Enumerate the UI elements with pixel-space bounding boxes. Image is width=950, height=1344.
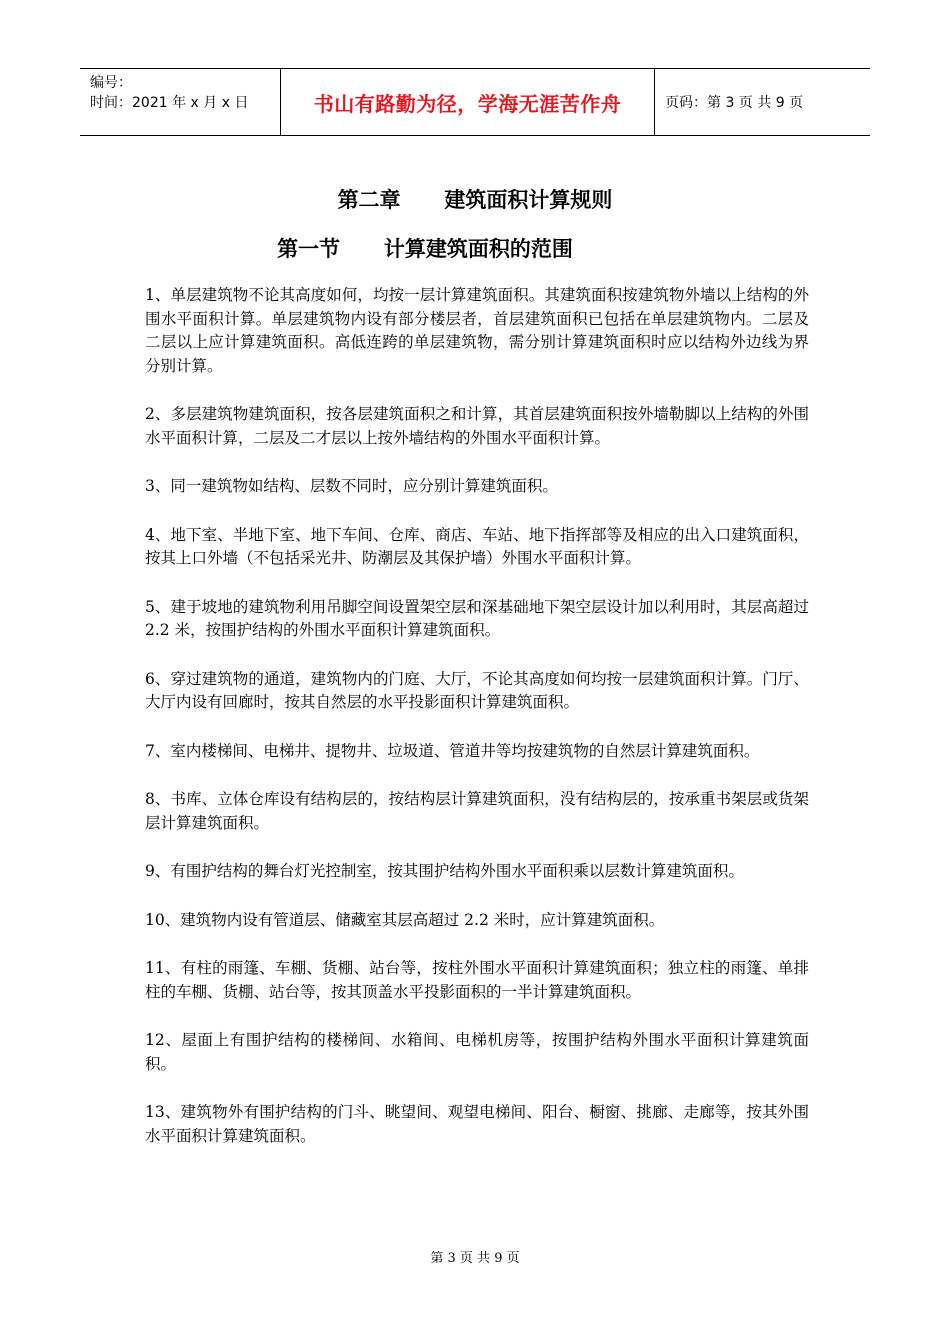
chapter-title: 第二章 建筑面积计算规则 <box>337 188 613 212</box>
paragraph-12: 12、屋面上有围护结构的楼梯间、水箱间、电梯机房等，按围护结构外围水平面积计算建筑面积。 <box>145 1031 809 1073</box>
paragraph-2: 2、多层建筑物建筑面积，按各层建筑面积之和计算，其首层建筑面积按外墙勒脚以上结构的外围水平面积计算，二层及二才层以上按外墙结构的外围水平面积计算。 <box>145 405 809 447</box>
paragraph-11: 11、有柱的雨篷、车棚、货棚、站台等，按柱外围水平面积计算建筑面积；独立柱的雨篷、单排柱的车棚、货棚、站台等，按其顶盖水平投影面积的一半计算建筑面积。 <box>145 959 809 1001</box>
paragraph-4: 4、地下室、半地下室、地下车间、仓库、商店、车站、地下指挥部等及相应的出入口建筑面积，按其上口外墙（不包括采光井、防潮层及其保护墙）外围水平面积计算。 <box>145 525 809 567</box>
page-header <box>80 68 870 136</box>
body-content <box>145 284 809 1173</box>
paragraph-7: 7、室内楼梯间、电梯井、提物井、垃圾道、管道井等均按建筑物的自然层计算建筑面积。 <box>145 741 760 760</box>
document-date: 时间：2021 年 x 月 x 日 <box>90 95 249 111</box>
paragraph-13: 13、建筑物外有围护结构的门斗、眺望间、观望电梯间、阳台、橱窗、挑廊、走廊等，按其外围水平面积计算建筑面积。 <box>145 1103 809 1145</box>
paragraph-5: 5、建于坡地的建筑物利用吊脚空间设置架空层和深基础地下架空层设计加以利用时，其层高超过 2.2 米，按围护结构的外围水平面积计算建筑面积。 <box>145 597 809 639</box>
document-number-label: 编号： <box>90 75 132 91</box>
paragraph-9: 9、有围护结构的舞台灯光控制室，按其围护结构外围水平面积乘以层数计算建筑面积。 <box>145 862 744 880</box>
header-motto: 书山有路勤为径，学海无涯苦作舟 <box>280 69 655 135</box>
paragraph-10: 10、建筑物内设有管道层、储藏室其层高超过 2.2 米时，应计算建筑面积。 <box>145 910 665 929</box>
paragraph-3: 3、同一建筑物如结构、层数不同时，应分别计算建筑面积。 <box>145 477 558 495</box>
section-title: 第一节 计算建筑面积的范围 <box>277 237 573 261</box>
header-page-code: 页码：第 3 页 共 9 页 <box>665 95 804 111</box>
header-info <box>80 69 280 135</box>
page-footer: 第 3 页 共 9 页 <box>430 1251 520 1266</box>
paragraph-1: 1、单层建筑物不论其高度如何，均按一层计算建筑面积。其建筑面积按建筑物外墙以上结构的外围水平面积计算。单层建筑物内设有部分楼层者，首层建筑面积已包括在单层建筑物内。二层及二层以上应计算建筑面积。高低连跨的单层建筑物，需分别计算建筑面积时应以结构外边线为界分别计算。 <box>145 286 809 375</box>
paragraph-8: 8、书库、立体仓库设有结构层的，按结构层计算建筑面积，没有结构层的，按承重书架层或货架层计算建筑面积。 <box>145 790 809 832</box>
paragraph-6: 6、穿过建筑物的通道，建筑物内的门庭、大厅，不论其高度如何均按一层建筑面积计算。门厅、大厅内设有回廊时，按其自然层的水平投影面积计算建筑面积。 <box>145 669 809 711</box>
